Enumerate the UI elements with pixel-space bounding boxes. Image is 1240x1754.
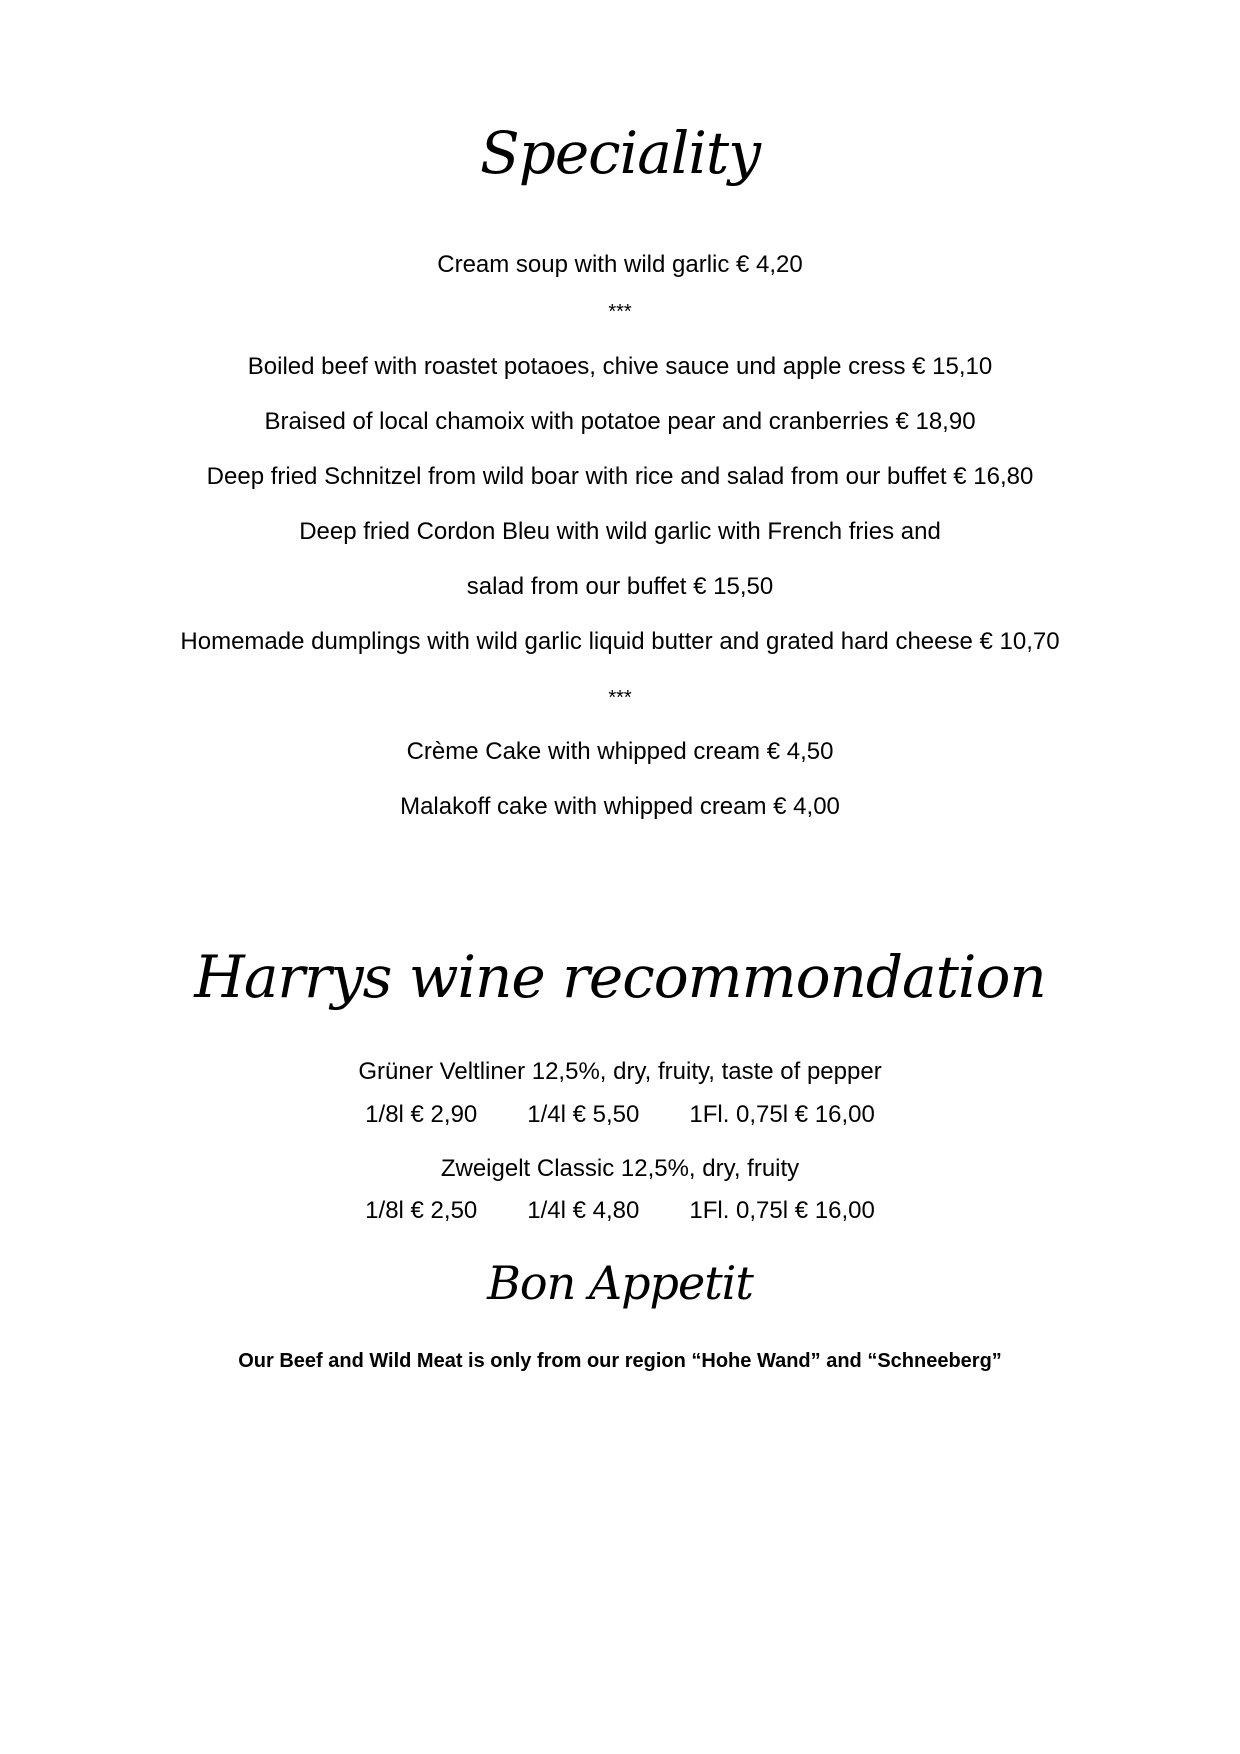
speciality-title: Speciality [480,119,760,187]
wine-title: Harrys wine recommondation [194,943,1046,1011]
closing-title: Bon Appetit [487,1256,753,1310]
wine-price-bottle: 1Fl. 0,75l € 16,00 [689,1101,875,1128]
wine-price-small: 1/8l € 2,90 [365,1101,478,1128]
main-item-continued: salad from our buffet € 15,50 [466,573,774,600]
dessert-item: Malakoff cake with whipped cream € 4,00 [400,793,840,820]
soup-item: Cream soup with wild garlic € 4,20 [437,251,803,278]
wine-price-row [0,1196,1240,1226]
wine-price-row [0,1100,1240,1130]
main-item: Boiled beef with roastet potaoes, chive sauce und apple cress € 15,10 [247,353,993,380]
footnote: Our Beef and Wild Meat is only from our region “Hohe Wand” and “Schneeberg” [238,1350,1002,1372]
wine-price-medium: 1/4l € 5,50 [527,1101,640,1128]
main-item: Braised of local chamoix with potatoe pear and cranberries € 18,90 [264,408,976,435]
main-item: Homemade dumplings with wild garlic liquid butter and grated hard cheese € 10,70 [180,628,1060,655]
separator-stars: *** [608,301,632,323]
dessert-item: Crème Cake with whipped cream € 4,50 [406,738,834,765]
wine-price-small: 1/8l € 2,50 [365,1197,478,1224]
main-item: Deep fried Cordon Bleu with wild garlic with French fries and [299,518,941,545]
wine-price-bottle: 1Fl. 0,75l € 16,00 [689,1197,875,1224]
wine-name: Grüner Veltliner 12,5%, dry, fruity, taste of pepper [358,1058,882,1085]
wine-name: Zweigelt Classic 12,5%, dry, fruity [440,1155,800,1182]
separator-stars: *** [608,687,632,709]
main-item: Deep fried Schnitzel from wild boar with rice and salad from our buffet € 16,80 [206,463,1034,490]
wine-price-medium: 1/4l € 4,80 [527,1197,640,1224]
